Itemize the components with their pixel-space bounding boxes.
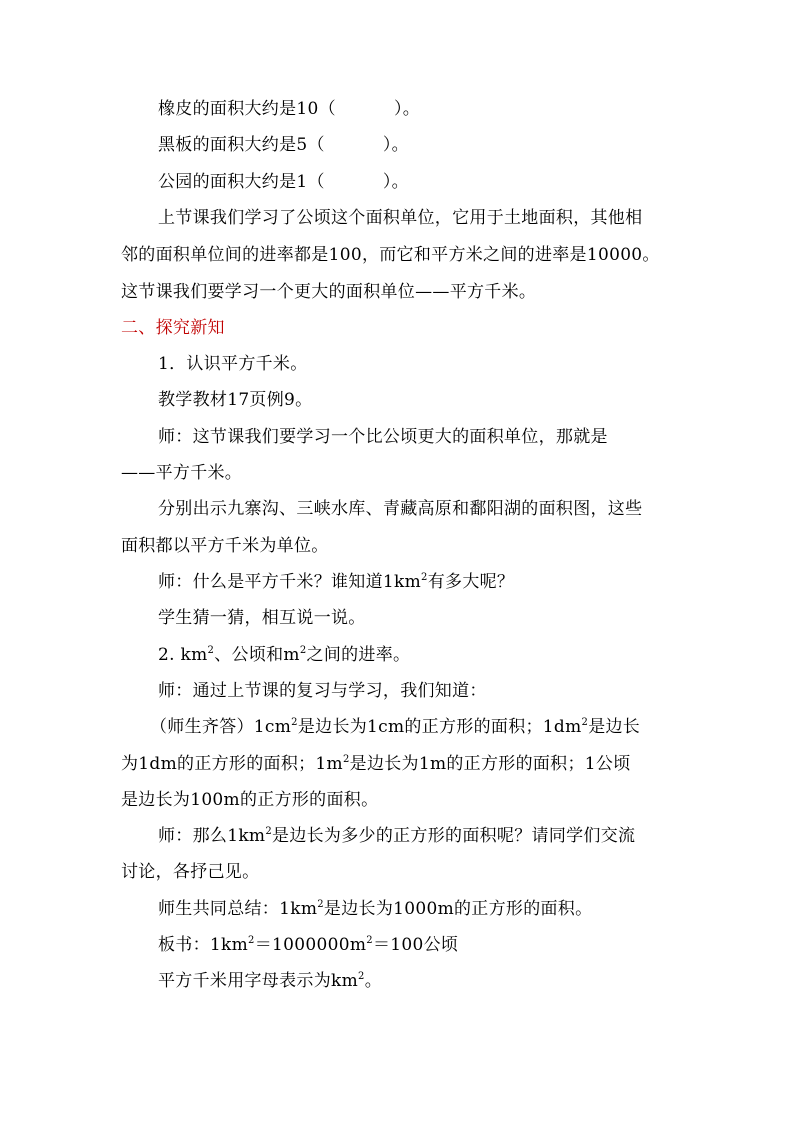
paragraph-line: 面积都以平方千米为单位。 [121, 536, 329, 556]
paragraph-line: 讨论，各抒己见。 [121, 862, 260, 882]
text-line-blackboard-area [158, 135, 409, 155]
text-segment: 之间的进率。 [306, 645, 411, 665]
text-segment: 板书：1km [158, 935, 249, 955]
text-segment: 师：什么是平方千米？谁知道1km [158, 572, 422, 592]
text-segment: 师生共同总结：1km [158, 899, 318, 919]
superscript: 2 [366, 935, 373, 946]
paragraph-line [158, 899, 592, 919]
paragraph-line: 学生猜一猜，相互说一说。 [158, 608, 366, 628]
paragraph-line [158, 971, 382, 991]
text-segment: 是边长为1000m的正方形的面积。 [323, 899, 593, 919]
paragraph-line: 这节课我们要学习一个更大的面积单位——平方千米。 [121, 282, 537, 302]
superscript: 2 [265, 826, 273, 837]
text-segment: 师：那么1km [158, 826, 266, 846]
text-segment: 黑板的面积大约是5（ [158, 135, 325, 155]
text-segment: ）。 [382, 135, 409, 155]
superscript: 2 [248, 935, 255, 946]
paragraph-line: 分别出示九寨沟、三峡水库、青藏高原和鄱阳湖的面积图，这些 [158, 499, 643, 519]
superscript: 2 [317, 899, 324, 910]
text-segment: 是边长为1cm的正方形的面积；1dm [297, 717, 582, 737]
superscript: 2 [358, 971, 365, 982]
paragraph-line: 1．认识平方千米。 [158, 354, 308, 374]
superscript: 2 [421, 572, 428, 583]
text-segment: ＝1000000m [254, 935, 367, 955]
text-segment: 是边长为1m的正方形的面积；1公顷 [349, 754, 631, 774]
paragraph-line: 是边长为100m的正方形的面积。 [121, 790, 379, 810]
text-segment: 2. km [158, 645, 208, 665]
text-segment: 有多大呢？ [427, 572, 515, 592]
text-segment: ＝100公顷 [372, 935, 459, 955]
paragraph-line [158, 572, 514, 592]
text-segment: 。 [364, 971, 383, 991]
text-segment: ）。 [382, 172, 409, 192]
paragraph-line [158, 645, 410, 665]
text-segment: 公园的面积大约是1（ [158, 172, 325, 192]
text-segment: 、公顷和m [214, 645, 300, 665]
superscript: 2 [581, 717, 589, 728]
board-writing-line [158, 935, 458, 955]
text-segment: 平方千米用字母表示为km [158, 971, 359, 991]
text-segment: ）。 [393, 99, 421, 119]
text-line-park-area [158, 172, 409, 192]
paragraph-line [158, 826, 635, 846]
text-segment: 为1dm的正方形的面积；1m [121, 754, 343, 774]
paragraph-line: 上节课我们学习了公顷这个面积单位，它用于土地面积，其他相 [158, 208, 643, 228]
paragraph-line: 师：通过上节课的复习与学习，我们知道： [158, 681, 487, 701]
paragraph-line: 教学教材17页例9。 [158, 390, 313, 410]
superscript: 2 [342, 754, 350, 765]
paragraph-line: ——平方千米。 [121, 463, 243, 483]
superscript: 2 [299, 645, 307, 656]
paragraph-line [121, 754, 631, 774]
text-segment: （师生齐答）1cm [150, 717, 292, 737]
text-segment: 是边长 [588, 717, 641, 737]
text-segment: 橡皮的面积大约是10（ [158, 99, 336, 119]
paragraph-line: 邻的面积单位间的进率都是100，而它和平方米之间的进率是10000。 [121, 245, 660, 265]
paragraph-line: 师：这节课我们要学习一个比公顷更大的面积单位，那就是 [158, 427, 608, 447]
section-heading: 二、探究新知 [121, 318, 225, 338]
text-line-eraser-area [158, 99, 420, 119]
text-segment: 是边长为多少的正方形的面积呢？请同学们交流 [272, 826, 636, 846]
superscript: 2 [207, 645, 215, 656]
superscript: 2 [291, 717, 298, 728]
paragraph-line [150, 717, 640, 737]
